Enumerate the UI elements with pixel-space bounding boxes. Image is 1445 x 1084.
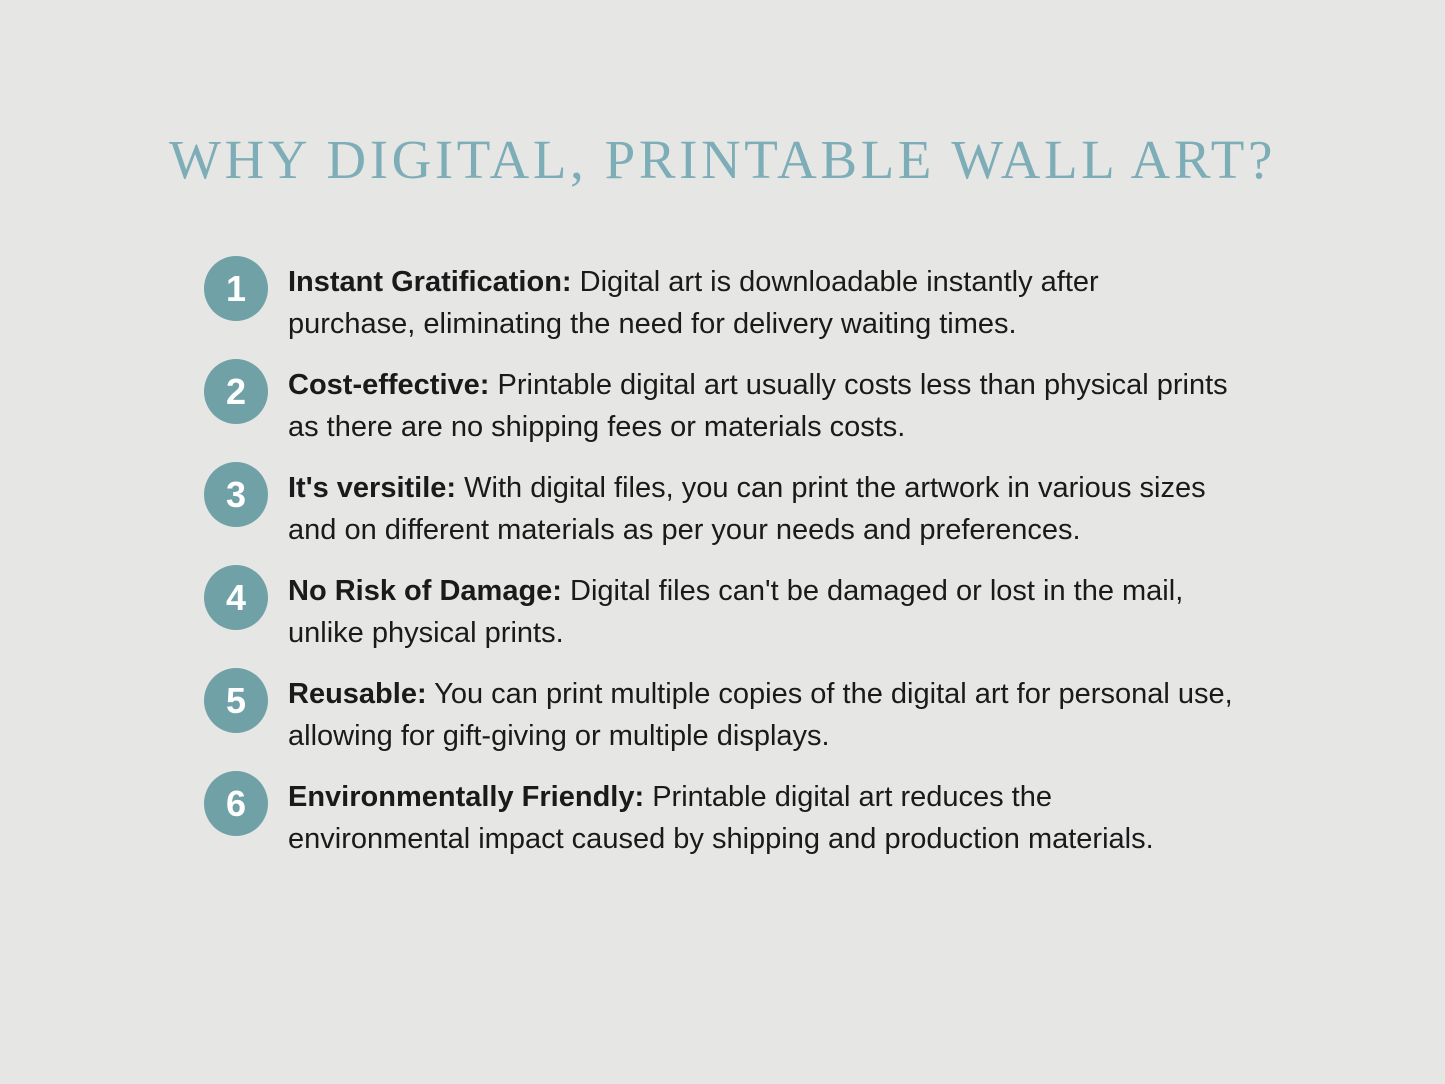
item-body: You can print multiple copies of the digital art for personal use, allowing for gift-giving or multiple displays. xyxy=(288,678,1233,752)
item-text xyxy=(288,261,1233,345)
item-body: Digital art is downloadable instantly after purchase, eliminating the need for delivery waiting times. xyxy=(288,266,1099,340)
item-number: 3 xyxy=(225,473,247,515)
list-item xyxy=(204,673,1234,757)
item-number-badge xyxy=(204,256,268,321)
item-text xyxy=(288,673,1233,757)
item-text xyxy=(288,467,1233,551)
item-text xyxy=(288,776,1233,860)
item-text xyxy=(288,364,1233,448)
item-number-badge xyxy=(204,359,268,424)
list-item xyxy=(204,467,1234,551)
item-number-badge xyxy=(204,668,268,733)
item-body: Printable digital art reduces the environmental impact caused by shipping and production materials. xyxy=(288,781,1154,855)
list-item xyxy=(204,776,1234,860)
item-text xyxy=(288,570,1233,654)
item-number: 1 xyxy=(225,267,247,309)
item-title: Instant Gratification: xyxy=(288,266,572,298)
list-item xyxy=(204,261,1234,345)
benefits-list xyxy=(0,261,1234,860)
item-body: Printable digital art usually costs less than physical prints as there are no shipping fees or materials costs. xyxy=(288,369,1228,443)
item-number-badge xyxy=(204,771,268,836)
item-body: With digital files, you can print the artwork in various sizes and on different materials as per your needs and preferences. xyxy=(288,472,1206,546)
item-number: 4 xyxy=(225,576,247,618)
item-title: Cost-effective: xyxy=(288,369,490,401)
item-number-badge xyxy=(204,565,268,630)
item-number-badge xyxy=(204,462,268,527)
list-item xyxy=(204,364,1234,448)
page-title: WHY DIGITAL, PRINTABLE WALL ART? xyxy=(169,129,1276,190)
item-body: Digital files can't be damaged or lost in the mail, unlike physical prints. xyxy=(288,575,1184,649)
item-title: It's versitile: xyxy=(288,472,457,504)
item-title: Reusable: xyxy=(288,678,427,710)
item-title: Environmentally Friendly: xyxy=(288,781,645,813)
list-item xyxy=(204,570,1234,654)
item-number: 5 xyxy=(225,679,247,721)
item-number: 2 xyxy=(225,370,247,412)
item-number: 6 xyxy=(225,782,247,824)
item-title: No Risk of Damage: xyxy=(288,575,562,607)
